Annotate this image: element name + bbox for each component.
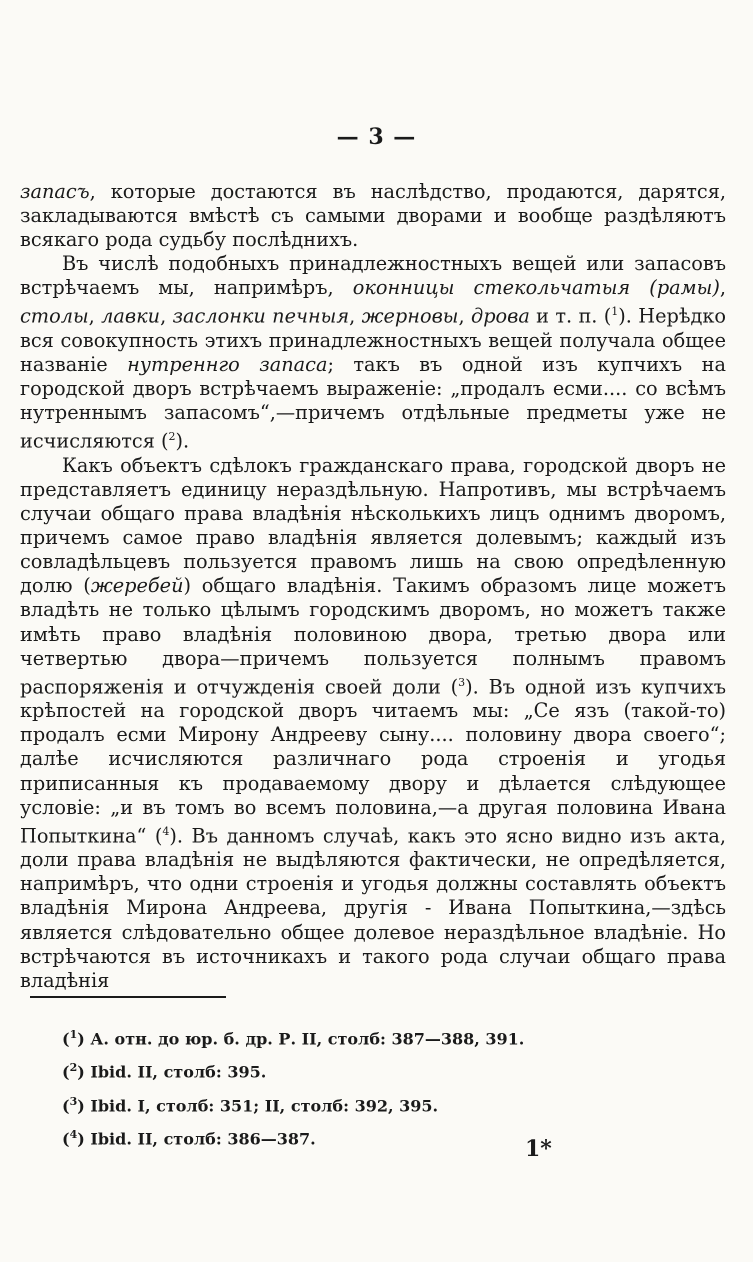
footnote-number: 4 — [69, 1127, 78, 1141]
footnote-number: 1 — [69, 1028, 78, 1041]
footnote-paren: ( — [62, 1095, 70, 1115]
footnote-paren: ( — [62, 1129, 70, 1149]
footnote — [62, 1053, 722, 1086]
text-run: ). Въ данномъ случаѣ, какъ это ясно видно изъ акта, доли права владѣнія не выдѣляются фактически, не опредѣляется, напримѣръ, что одни строенія и угодья должны составлять объектъ владѣнія Мирона Андреева, другія - Ивана Попыткина,—здѣсь является слѣдовательно общее долевое нераздѣльное владѣніе. Но встрѣчаются въ источникахъ и такого рода случаи общаго права владѣнія — [20, 824, 727, 992]
footnote — [62, 1020, 722, 1053]
footnote-paren: ) — [77, 1062, 91, 1082]
text-run: , которые достаются въ наслѣдство, продаются, дарятся, закладываются вмѣстѣ съ самыми дворами и вообще раздѣляютъ всякаго рода судьбу послѣднихъ. — [20, 180, 726, 252]
footnote-number: 2 — [69, 1061, 78, 1075]
text-run: ; такъ въ одной изъ купчихъ на городской дворъ встрѣчаемъ выраженіе: „продалъ есми.... со всѣмъ нутреннымъ запасомъ“,—причемъ отдѣльные предметы уже не исчисляются ( — [20, 353, 726, 453]
text-run: ) общаго владѣнія. Такимъ образомъ лице можетъ владѣть не только цѣлымъ городскимъ дворомъ, но можетъ также имѣть право владѣнія половиною двора, третью двора или четвертью двора—причемъ пользуется полнымъ правомъ распоряженія и отчужденія своей доли ( — [20, 574, 726, 699]
text-run: и т. п. ( — [529, 304, 612, 328]
footnote-text: Ibid. I, столб: 351; II, столб: 392, 395. — [90, 1095, 439, 1115]
italic-term: оконницы стекольчатыя (рамы) — [352, 276, 720, 300]
footnote — [62, 1120, 722, 1153]
paragraph — [20, 252, 726, 454]
text-run: ). — [175, 429, 190, 453]
text-run: ). Нерѣдко вся совокупность этихъ принадлежностныхъ вещей получала общее названіе — [20, 304, 726, 377]
text-run: Въ числѣ подобныхъ принадлежностныхъ вещей или запасовъ встрѣчаемъ мы, напримѣръ, — [20, 252, 726, 300]
footnote-paren: ( — [62, 1062, 70, 1082]
footnote-ref: 1 — [611, 305, 619, 319]
footnote-ref: 2 — [168, 430, 176, 444]
text-run: , — [88, 304, 102, 328]
text-run: ). Въ одной изъ купчихъ крѣпостей на городской дворъ читаемъ мы: „Се язъ (такой-то) продалъ есми Мирону Андрееву сыну.... половину двора своего“; далѣе исчисляются различнаго рода строенія и угодья приписанныя къ продаваемому двору и дѣлается слѣдующее условіе: „и въ томъ во всемъ половина,—а другая половина Ивана Попыткина“ ( — [20, 675, 726, 848]
italic-term: дрова — [470, 304, 530, 328]
footnote-text: Ibid. II, столб: 395. — [90, 1062, 267, 1082]
footnote-number: 3 — [69, 1094, 78, 1108]
text-run: , — [349, 304, 362, 328]
italic-term: запасъ — [20, 180, 90, 203]
text-run: , — [458, 304, 471, 328]
footnote-divider — [30, 996, 226, 998]
text-run: Какъ объектъ сдѣлокъ гражданскаго права, городской дворъ не представляетъ единицу нераздѣльную. Напротивъ, мы встрѣчаемъ случаи общаго права владѣнія нѣсколькихъ лицъ однимъ дворомъ, причемъ самое право владѣнія является долевымъ; каждый изъ совладѣльцевъ пользуется правомъ лишь на свою опредѣленную долю ( — [20, 453, 726, 598]
footnote-paren: ) — [77, 1029, 91, 1049]
footnote-paren: ( — [62, 1029, 70, 1049]
italic-term: жерновы — [361, 304, 459, 328]
footnote-text: Ibid. II, столб: 386—387. — [90, 1129, 316, 1149]
italic-term: жеребей — [90, 574, 184, 598]
paragraph — [20, 180, 726, 252]
signature-mark: 1* — [525, 1136, 552, 1162]
footnotes — [62, 1020, 722, 1153]
footnote-paren: ) — [77, 1095, 91, 1115]
italic-term: столы — [20, 304, 89, 328]
paragraph — [20, 454, 726, 993]
footnote-ref: 3 — [458, 675, 466, 689]
italic-term: лавки — [101, 304, 161, 328]
footnote-ref: 4 — [162, 824, 170, 838]
footnote-text: А. отн. до юр. б. др. Р. II, столб: 387—388, 391. — [90, 1029, 525, 1049]
body-text — [20, 180, 726, 993]
text-run: , — [719, 276, 727, 300]
footnote-paren: ) — [77, 1129, 91, 1149]
page-number: — 3 — — [336, 124, 417, 150]
italic-term: нутреннго запаса — [127, 353, 328, 377]
italic-term: заслонки печныя — [172, 304, 350, 328]
footnote — [62, 1087, 722, 1120]
text-run: , — [160, 304, 173, 328]
